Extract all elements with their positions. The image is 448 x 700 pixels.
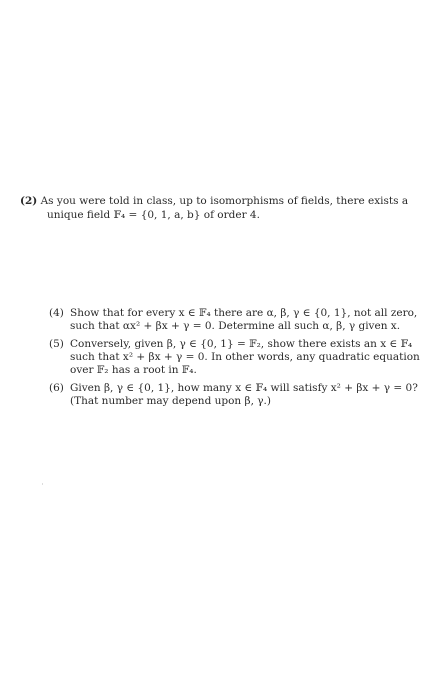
subpart-body [49,307,421,333]
margin-mark [42,483,43,485]
subpart-line: such that x² + βx + γ = 0. In other words, any quadratic equation [70,351,420,363]
subpart-5 [49,338,421,377]
problem-2 [20,194,435,222]
problem-text-line-1: As you were told in class, up to isomorphisms of fields, there exists a [40,195,409,207]
subpart-number: (6) [49,382,64,394]
subpart-number: (5) [49,338,64,350]
problem-line [20,194,435,208]
subpart-line: Show that for every x ∈ 𝔽₄ there are α, β, γ ∈ {0, 1}, not all zero, [70,307,418,319]
subpart-list [49,307,421,413]
subpart-6 [49,382,421,408]
subpart-number: (4) [49,307,64,319]
problem-number: (2) [20,195,38,207]
subpart-line: (That number may depend upon β, γ.) [70,395,271,407]
subpart-line: Conversely, given β, γ ∈ {0, 1} = 𝔽₂, show there exists an x ∈ 𝔽₄ [70,338,413,350]
subpart-line: over 𝔽₂ has a root in 𝔽₄. [70,364,197,376]
problem-text-line-2: unique field 𝔽₄ = {0, 1, a, b} of order 4. [47,209,260,221]
subpart-line: such that αx² + βx + γ = 0. Determine all such α, β, γ given x. [70,320,401,332]
subpart-body [49,338,421,377]
subpart-4 [49,307,421,333]
subpart-line: Given β, γ ∈ {0, 1}, how many x ∈ 𝔽₄ will satisfy x² + βx + γ = 0? [70,382,418,394]
subpart-body [49,382,421,408]
